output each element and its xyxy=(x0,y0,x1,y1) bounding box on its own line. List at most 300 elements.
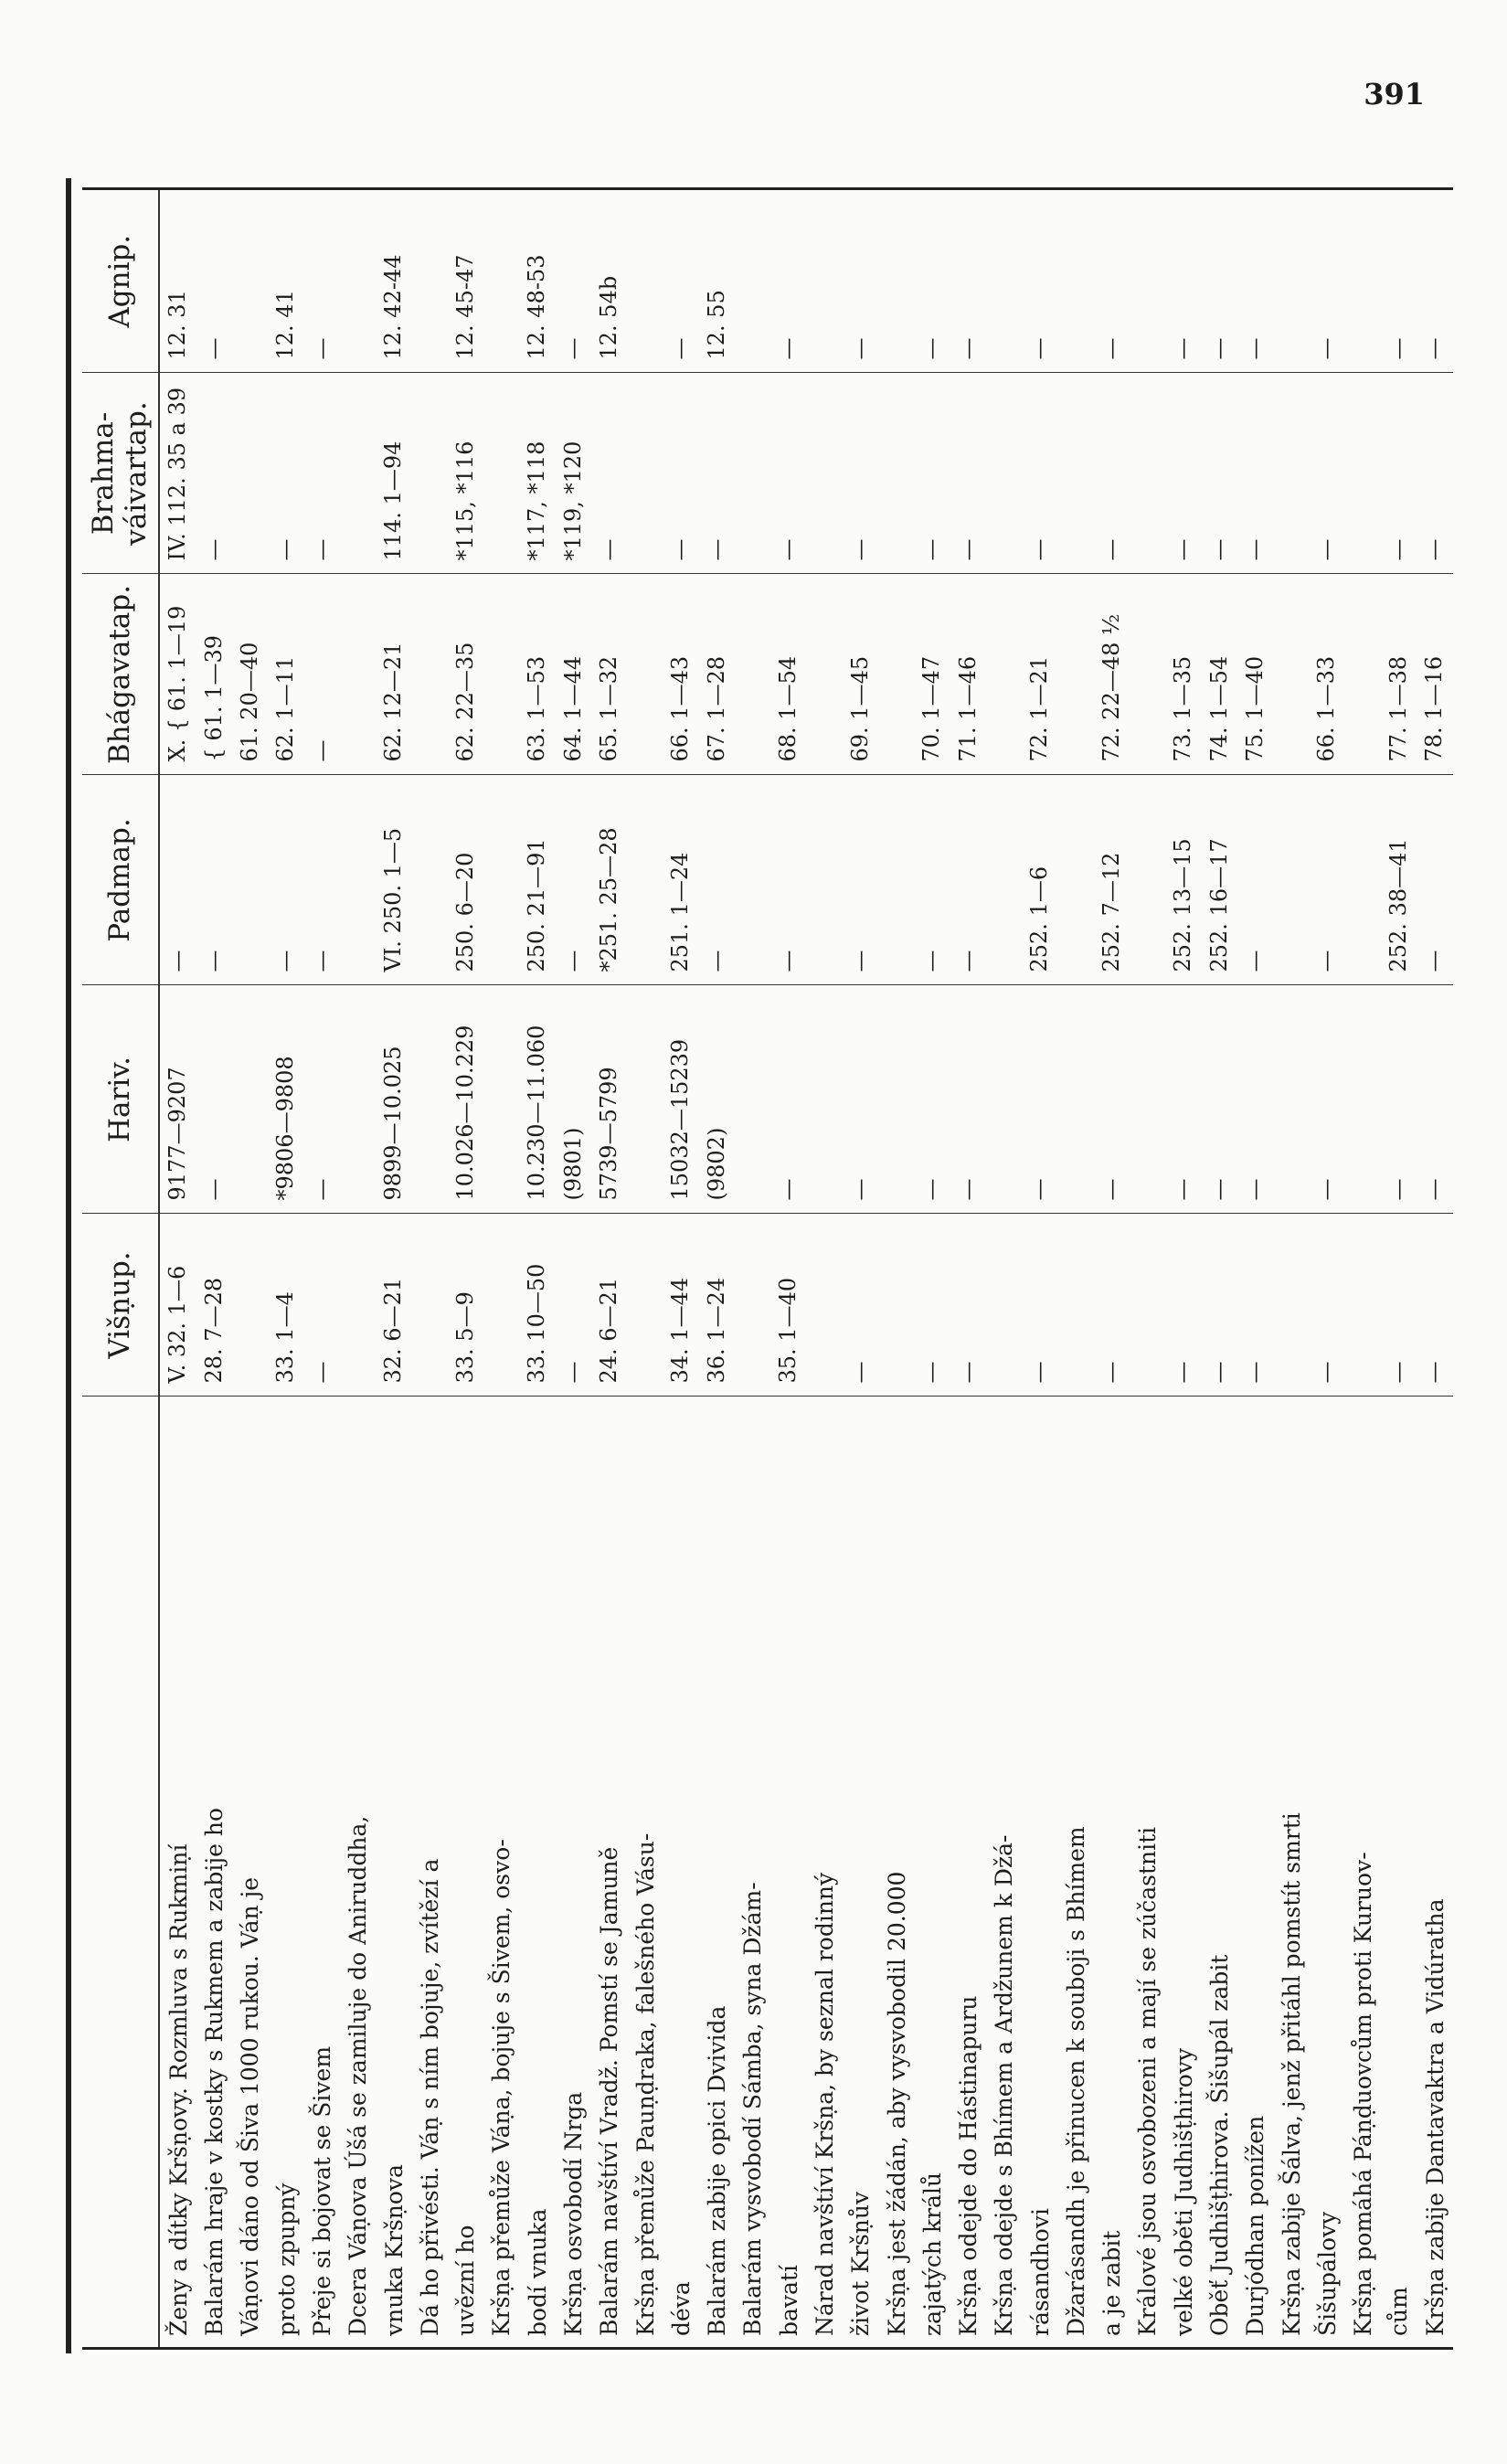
cell-topic: Kršṇa přemůže Váṇa, bojuje s Šivem, osvo- xyxy=(488,1839,515,2336)
cell-topic: velké oběti Judhišṭhirovy xyxy=(1170,2047,1197,2336)
cell-topic: Balarám vysvobodí Sámba, syna Džám- xyxy=(739,1882,767,2336)
cell-topic: Balarám navštíví Vradž. Pomstí se Jamuně xyxy=(596,1846,623,2336)
cell-brahmavaivartap: — xyxy=(771,373,807,574)
cell-bhagavatap: — xyxy=(304,574,340,775)
table-body xyxy=(159,190,1453,2347)
cell-hariv xyxy=(735,985,770,1214)
cell-bhagavatap xyxy=(412,574,448,775)
table-row xyxy=(1345,190,1381,2347)
table-row xyxy=(1273,190,1309,2347)
cell-topic: uvězní ho xyxy=(452,2225,480,2336)
cell-visnup: — xyxy=(1166,1214,1202,1397)
cell-agnip xyxy=(232,190,268,373)
cell-topic: Kršṇa jest žádán, aby vysvobodil 20.000 xyxy=(883,1871,910,2336)
cell-topic: Váṇovi dáno od Šiva 1000 rukou. Váṇ je xyxy=(237,1876,264,2336)
cell-padmap xyxy=(1345,775,1381,985)
cell-visnup: V. 32. 1—6 xyxy=(159,1214,196,1397)
cell-brahmavaivartap xyxy=(807,373,843,574)
cell-visnup: 28. 7—28 xyxy=(196,1214,232,1397)
cell-hariv: (9802) xyxy=(699,985,735,1214)
cell-topic: Ženy a dítky Kršṇovy. Rozmluva s Rukmiṇí xyxy=(164,1843,192,2336)
cell-visnup: — xyxy=(556,1214,591,1397)
cell-brahmavaivartap: IV. 112. 35 a 39 xyxy=(159,373,196,574)
cell-bhagavatap: 63. 1—53 xyxy=(520,574,556,775)
cell-visnup xyxy=(807,1214,843,1397)
cell-topic: Džarásandh je přinucen k souboji s Bhímem xyxy=(1062,1826,1089,2336)
table-row xyxy=(1310,190,1345,2347)
cell-agnip: 12. 55 xyxy=(699,190,735,373)
concordance-table xyxy=(82,190,1453,2347)
cell-brahmavaivartap: — xyxy=(1381,373,1417,574)
cell-hariv: *9806—9808 xyxy=(269,985,304,1214)
cell-brahmavaivartap: — xyxy=(591,373,627,574)
cell-topic: Dcera Váṇova Úšá se zamiluje do Aniruddha, xyxy=(345,1815,372,2336)
cell-padmap: — xyxy=(304,775,340,985)
cell-hariv: 9899—10.025 xyxy=(376,985,411,1214)
cell-padmap xyxy=(483,775,519,985)
cell-visnup: 33. 10—50 xyxy=(520,1214,556,1397)
cell-bhagavatap: 75. 1—40 xyxy=(1237,574,1273,775)
cell-bhagavatap xyxy=(627,574,663,775)
cell-hariv: 10.026—10.229 xyxy=(448,985,483,1214)
table-row xyxy=(1022,190,1057,2347)
cell-agnip: — xyxy=(950,190,986,373)
cell-agnip: — xyxy=(556,190,591,373)
cell-hariv: — xyxy=(1094,985,1130,1214)
header-agnip: Agnip. xyxy=(82,190,159,373)
cell-brahmavaivartap xyxy=(483,373,519,574)
cell-agnip: 12. 31 xyxy=(159,190,196,373)
cell-padmap: — xyxy=(699,775,735,985)
cell-bhagavatap xyxy=(1273,574,1309,775)
cell-bhagavatap xyxy=(735,574,770,775)
header-row xyxy=(82,190,159,2347)
cell-hariv xyxy=(878,985,914,1214)
cell-padmap xyxy=(1273,775,1309,985)
cell-padmap xyxy=(735,775,770,985)
page-number: 391 xyxy=(1364,77,1425,112)
table-row xyxy=(1058,190,1094,2347)
cell-hariv: — xyxy=(1022,985,1057,1214)
rotated-table-container xyxy=(82,190,1453,2347)
cell-topic: proto zpupný xyxy=(272,2183,300,2336)
cell-brahmavaivartap xyxy=(1130,373,1165,574)
cell-hariv: — xyxy=(771,985,807,1214)
cell-topic: rásandhovi xyxy=(1026,2208,1054,2336)
cell-topic: Kršṇa odejde s Bhímem a Ardžunem k Džá- xyxy=(991,1834,1018,2336)
cell-brahmavaivartap xyxy=(1273,373,1309,574)
cell-brahmavaivartap: — xyxy=(1094,373,1130,574)
cell-visnup: — xyxy=(1417,1214,1453,1397)
cell-agnip xyxy=(1130,190,1165,373)
cell-agnip xyxy=(878,190,914,373)
cell-bhagavatap xyxy=(986,574,1022,775)
cell-topic: Kršṇa odejde do Hástinapuru xyxy=(955,1995,982,2336)
cell-hariv: — xyxy=(1310,985,1345,1214)
cell-padmap: — xyxy=(950,775,986,985)
table-row xyxy=(843,190,878,2347)
table-row xyxy=(950,190,986,2347)
cell-topic: vnuka Kršṇova xyxy=(380,2164,408,2336)
cell-agnip: — xyxy=(1381,190,1417,373)
cell-visnup xyxy=(483,1214,519,1397)
cell-brahmavaivartap: — xyxy=(1310,373,1345,574)
cell-brahmavaivartap: — xyxy=(950,373,986,574)
table-row xyxy=(232,190,268,2347)
cell-visnup: — xyxy=(1381,1214,1417,1397)
cell-padmap: VI. 250. 1—5 xyxy=(376,775,411,985)
table-row xyxy=(591,190,627,2347)
table-row xyxy=(771,190,807,2347)
cell-agnip xyxy=(986,190,1022,373)
cell-agnip: — xyxy=(1310,190,1345,373)
cell-bhagavatap xyxy=(1130,574,1165,775)
cell-visnup xyxy=(412,1214,448,1397)
cell-padmap xyxy=(807,775,843,985)
cell-brahmavaivartap: — xyxy=(1202,373,1237,574)
table-row xyxy=(1130,190,1165,2347)
cell-bhagavatap: 65. 1—32 xyxy=(591,574,627,775)
margin-rule xyxy=(66,178,71,2353)
cell-visnup xyxy=(340,1214,376,1397)
cell-topic: Kršṇa zabije Dantavaktra a Vidúratha xyxy=(1421,1898,1449,2336)
cell-padmap xyxy=(340,775,376,985)
cell-brahmavaivartap: — xyxy=(196,373,232,574)
cell-hariv: — xyxy=(1166,985,1202,1214)
cell-bhagavatap: 66. 1—33 xyxy=(1310,574,1345,775)
cell-agnip: 12. 42-44 xyxy=(376,190,411,373)
cell-bhagavatap: 62. 12—21 xyxy=(376,574,411,775)
cell-visnup: — xyxy=(1022,1214,1057,1397)
cell-bhagavatap: 68. 1—54 xyxy=(771,574,807,775)
cell-agnip: — xyxy=(771,190,807,373)
header-bhagavatap: Bhágavatap. xyxy=(82,574,159,775)
cell-visnup: 36. 1—24 xyxy=(699,1214,735,1397)
cell-agnip: — xyxy=(1094,190,1130,373)
cell-agnip xyxy=(807,190,843,373)
cell-topic: Nárad navštíví Kršṇa, by seznal rodinný xyxy=(811,1872,838,2336)
table-row xyxy=(1166,190,1202,2347)
cell-hariv xyxy=(807,985,843,1214)
cell-visnup: 34. 1—44 xyxy=(663,1214,699,1397)
cell-visnup: 32. 6—21 xyxy=(376,1214,411,1397)
table-row xyxy=(556,190,591,2347)
cell-visnup xyxy=(1273,1214,1309,1397)
cell-bhagavatap xyxy=(1058,574,1094,775)
cell-brahmavaivartap: 114. 1—94 xyxy=(376,373,411,574)
table-row xyxy=(1237,190,1273,2347)
cell-padmap: — xyxy=(196,775,232,985)
cell-visnup: — xyxy=(915,1214,950,1397)
cell-agnip xyxy=(735,190,770,373)
cell-padmap: 252. 13—15 xyxy=(1166,775,1202,985)
cell-bhagavatap: 66. 1—43 xyxy=(663,574,699,775)
cell-brahmavaivartap xyxy=(735,373,770,574)
cell-agnip: — xyxy=(663,190,699,373)
cell-topic: život Kršṇův xyxy=(847,2191,875,2336)
cell-topic: Kršṇa přemůže Pauṇḍraka, falešného Vásu- xyxy=(631,1832,659,2336)
cell-brahmavaivartap: — xyxy=(1237,373,1273,574)
cell-topic: Šišupálovy xyxy=(1313,2211,1341,2336)
table-row xyxy=(412,190,448,2347)
cell-brahmavaivartap: — xyxy=(269,373,304,574)
cell-bhagavatap: 77. 1—38 xyxy=(1381,574,1417,775)
cell-topic: a je zabit xyxy=(1098,2230,1126,2336)
cell-brahmavaivartap xyxy=(232,373,268,574)
cell-visnup: — xyxy=(843,1214,878,1397)
cell-agnip: 12. 54b xyxy=(591,190,627,373)
cell-brahmavaivartap xyxy=(627,373,663,574)
cell-padmap xyxy=(412,775,448,985)
cell-visnup: 35. 1—40 xyxy=(771,1214,807,1397)
cell-visnup xyxy=(627,1214,663,1397)
cell-padmap: — xyxy=(159,775,196,985)
cell-bhagavatap: 78. 1—16 xyxy=(1417,574,1453,775)
table-row xyxy=(269,190,304,2347)
cell-brahmavaivartap xyxy=(878,373,914,574)
cell-hariv xyxy=(1273,985,1309,1214)
cell-padmap: — xyxy=(556,775,591,985)
cell-bhagavatap xyxy=(483,574,519,775)
table-row xyxy=(448,190,483,2347)
cell-padmap: 250. 21—91 xyxy=(520,775,556,985)
cell-bhagavatap: 73. 1—35 xyxy=(1166,574,1202,775)
cell-brahmavaivartap xyxy=(986,373,1022,574)
cell-agnip xyxy=(1345,190,1381,373)
cell-brahmavaivartap: — xyxy=(1417,373,1453,574)
cell-visnup xyxy=(986,1214,1022,1397)
cell-topic: bodí vnuka xyxy=(524,2208,551,2336)
cell-bhagavatap xyxy=(807,574,843,775)
cell-agnip: 12. 48-53 xyxy=(520,190,556,373)
cell-visnup: 33. 5—9 xyxy=(448,1214,483,1397)
cell-padmap: 252. 7—12 xyxy=(1094,775,1130,985)
cell-visnup: — xyxy=(1094,1214,1130,1397)
cell-hariv: — xyxy=(304,985,340,1214)
cell-agnip: — xyxy=(1022,190,1057,373)
cell-hariv xyxy=(412,985,448,1214)
cell-topic: cům xyxy=(1385,2287,1413,2336)
cell-visnup xyxy=(735,1214,770,1397)
cell-bhagavatap: 67. 1—28 xyxy=(699,574,735,775)
cell-padmap: 252. 1—6 xyxy=(1022,775,1057,985)
cell-bhagavatap: 62. 22—35 xyxy=(448,574,483,775)
cell-hariv xyxy=(483,985,519,1214)
table-row xyxy=(159,190,196,2347)
concordance-table-frame xyxy=(82,187,1453,2350)
cell-visnup: 24. 6—21 xyxy=(591,1214,627,1397)
table-row xyxy=(878,190,914,2347)
header-visnup: Višṇup. xyxy=(82,1214,159,1397)
table-row xyxy=(627,190,663,2347)
cell-brahmavaivartap: *115, *116 xyxy=(448,373,483,574)
cell-brahmavaivartap: — xyxy=(915,373,950,574)
cell-visnup: — xyxy=(1310,1214,1345,1397)
cell-visnup xyxy=(1130,1214,1165,1397)
cell-agnip xyxy=(1273,190,1309,373)
cell-padmap xyxy=(1058,775,1094,985)
cell-padmap xyxy=(627,775,663,985)
cell-hariv xyxy=(986,985,1022,1214)
cell-padmap: — xyxy=(1237,775,1273,985)
cell-padmap: — xyxy=(1310,775,1345,985)
cell-visnup: — xyxy=(1202,1214,1237,1397)
table-row xyxy=(699,190,735,2347)
table-row xyxy=(1381,190,1417,2347)
cell-hariv: 10.230—11.060 xyxy=(520,985,556,1214)
cell-visnup xyxy=(232,1214,268,1397)
cell-topic: Durjódhan ponížen xyxy=(1242,2115,1269,2336)
cell-hariv xyxy=(1345,985,1381,1214)
cell-agnip xyxy=(412,190,448,373)
cell-brahmavaivartap: — xyxy=(699,373,735,574)
header-padmap: Padmap. xyxy=(82,775,159,985)
cell-bhagavatap: 69. 1—45 xyxy=(843,574,878,775)
cell-brahmavaivartap xyxy=(1058,373,1094,574)
cell-topic: Kršṇa pomáhá Páṇḍuovcům proti Kuruov- xyxy=(1350,1852,1377,2336)
cell-agnip xyxy=(483,190,519,373)
cell-agnip: — xyxy=(1166,190,1202,373)
cell-topic: Králové jsou osvobozeni a mají se zúčastniti xyxy=(1134,1826,1162,2336)
cell-padmap: — xyxy=(1417,775,1453,985)
cell-agnip xyxy=(340,190,376,373)
cell-padmap: 250. 6—20 xyxy=(448,775,483,985)
cell-padmap: 252. 16—17 xyxy=(1202,775,1237,985)
cell-bhagavatap: 61. 20—40 xyxy=(232,574,268,775)
cell-agnip: — xyxy=(1417,190,1453,373)
cell-topic: bavatí xyxy=(775,2265,802,2336)
cell-brahmavaivartap xyxy=(340,373,376,574)
cell-brahmavaivartap: — xyxy=(304,373,340,574)
cell-hariv: — xyxy=(1381,985,1417,1214)
table-row xyxy=(304,190,340,2347)
cell-padmap xyxy=(878,775,914,985)
cell-hariv: — xyxy=(1417,985,1453,1214)
cell-brahmavaivartap: — xyxy=(1022,373,1057,574)
table-row xyxy=(1094,190,1130,2347)
table-row xyxy=(340,190,376,2347)
table-row xyxy=(915,190,950,2347)
cell-topic: Kršṇa osvobodí Nrga xyxy=(559,2091,587,2336)
table-row xyxy=(376,190,411,2347)
cell-hariv: 9177—9207 xyxy=(159,985,196,1214)
cell-brahmavaivartap: — xyxy=(843,373,878,574)
cell-hariv: — xyxy=(915,985,950,1214)
cell-agnip xyxy=(627,190,663,373)
cell-agnip: — xyxy=(915,190,950,373)
cell-bhagavatap: 72. 1—21 xyxy=(1022,574,1057,775)
header-hariv: Hariv. xyxy=(82,985,159,1214)
cell-padmap xyxy=(1130,775,1165,985)
cell-padmap: — xyxy=(915,775,950,985)
cell-brahmavaivartap xyxy=(1345,373,1381,574)
table-row xyxy=(663,190,699,2347)
header-topic xyxy=(82,1397,159,2347)
cell-brahmavaivartap: *119, *120 xyxy=(556,373,591,574)
cell-agnip: 12. 41 xyxy=(269,190,304,373)
table-row xyxy=(520,190,556,2347)
cell-bhagavatap xyxy=(340,574,376,775)
table-row xyxy=(735,190,770,2347)
cell-topic: Přeje si bojovat se Šivem xyxy=(309,2045,335,2336)
cell-hariv: — xyxy=(1237,985,1273,1214)
cell-bhagavatap: 64. 1—44 xyxy=(556,574,591,775)
cell-agnip: — xyxy=(1202,190,1237,373)
cell-visnup xyxy=(878,1214,914,1397)
cell-bhagavatap: 70. 1—47 xyxy=(915,574,950,775)
cell-topic: Balarám zabije opici Dvivida xyxy=(704,2005,731,2336)
cell-topic: zajatých králů xyxy=(918,2172,946,2336)
cell-visnup: 33. 1—4 xyxy=(269,1214,304,1397)
cell-padmap xyxy=(986,775,1022,985)
cell-hariv: — xyxy=(196,985,232,1214)
cell-hariv xyxy=(1130,985,1165,1214)
cell-agnip: — xyxy=(1237,190,1273,373)
cell-visnup xyxy=(1058,1214,1094,1397)
cell-bhagavatap: { 61. 1—39 xyxy=(196,574,232,775)
cell-hariv xyxy=(340,985,376,1214)
cell-bhagavatap: 72. 22—48 ½ xyxy=(1094,574,1130,775)
cell-bhagavatap: 62. 1—11 xyxy=(269,574,304,775)
cell-hariv: (9801) xyxy=(556,985,591,1214)
cell-hariv: — xyxy=(950,985,986,1214)
cell-hariv: — xyxy=(1202,985,1237,1214)
header-brahmavaivartap: Brahma- váivartap. xyxy=(82,373,159,574)
cell-topic: Kršṇa zabije Šálva, jenž přitáhl pomstít smrti xyxy=(1278,1812,1305,2336)
cell-agnip: 12. 45-47 xyxy=(448,190,483,373)
cell-brahmavaivartap: — xyxy=(1166,373,1202,574)
cell-padmap: — xyxy=(843,775,878,985)
cell-bhagavatap: 71. 1—46 xyxy=(950,574,986,775)
cell-agnip: — xyxy=(843,190,878,373)
cell-hariv xyxy=(232,985,268,1214)
cell-bhagavatap: X. { 61. 1—19 xyxy=(159,574,196,775)
cell-brahmavaivartap xyxy=(412,373,448,574)
table-row xyxy=(483,190,519,2347)
cell-bhagavatap: 74. 1—54 xyxy=(1202,574,1237,775)
cell-agnip: — xyxy=(304,190,340,373)
cell-padmap: *251. 25—28 xyxy=(591,775,627,985)
table-row xyxy=(1417,190,1453,2347)
cell-topic: Oběť Judhišṭhirova. Šišupál zabit xyxy=(1206,1954,1234,2336)
cell-brahmavaivartap: — xyxy=(663,373,699,574)
cell-padmap xyxy=(232,775,268,985)
cell-agnip xyxy=(1058,190,1094,373)
table-row xyxy=(807,190,843,2347)
cell-padmap: — xyxy=(771,775,807,985)
cell-agnip: — xyxy=(196,190,232,373)
cell-hariv: — xyxy=(843,985,878,1214)
cell-bhagavatap xyxy=(1345,574,1381,775)
table-row xyxy=(986,190,1022,2347)
cell-hariv xyxy=(1058,985,1094,1214)
cell-topic: Balarám hraje v kostky s Rukmem a zabije ho xyxy=(201,1807,228,2336)
cell-padmap: 251. 1—24 xyxy=(663,775,699,985)
cell-hariv: 5739—5799 xyxy=(591,985,627,1214)
cell-topic: Dá ho přivésti. Váṇ s ním bojuje, zvítězí a xyxy=(416,1858,443,2336)
cell-bhagavatap xyxy=(878,574,914,775)
cell-hariv: 15032—15239 xyxy=(663,985,699,1214)
cell-padmap: — xyxy=(269,775,304,985)
cell-hariv xyxy=(627,985,663,1214)
cell-visnup xyxy=(1345,1214,1381,1397)
cell-visnup: — xyxy=(950,1214,986,1397)
table-row xyxy=(1202,190,1237,2347)
table-row xyxy=(196,190,232,2347)
cell-brahmavaivartap: *117, *118 xyxy=(520,373,556,574)
cell-topic: déva xyxy=(667,2281,695,2336)
cell-visnup: — xyxy=(304,1214,340,1397)
